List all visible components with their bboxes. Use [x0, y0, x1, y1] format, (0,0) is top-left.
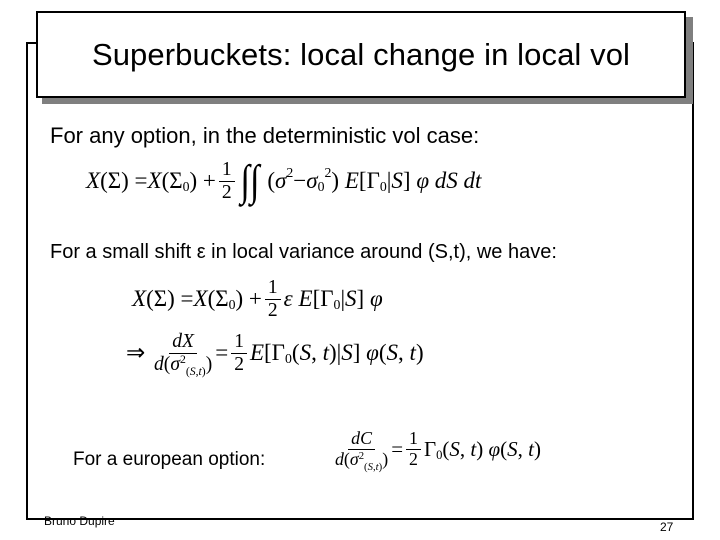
author-footer: Bruno Dupire	[44, 514, 115, 528]
text-deterministic-case: For any option, in the deterministic vol case:	[50, 123, 480, 148]
slide-title: Superbuckets: local change in local vol	[91, 36, 631, 72]
text-small-shift: For a small shift ε in local variance around (S,t), we have:	[50, 241, 557, 263]
equation-1: X (Σ) = X (Σ 0 ) + $\frac{1}{2}$ ∫∫ ( σ 2 − σ 0 2 ) E [Γ 0 | S ] φ dS dt	[86, 156, 482, 205]
equation-3: ⇒ $\frac{dX}{d(\sigma^2_{(S,t)})}$ = $\frac{1}{2}$ E [Γ 0 ( S , t )| S ] φ ( S , t )	[126, 331, 424, 378]
title-box	[36, 11, 686, 98]
page-number: 27	[660, 520, 674, 534]
equation-4: $\frac{dC}{d(\sigma^2_{(S,t)})}$ = $\frac{1}{2}$ Γ 0 ( S , t ) φ ( S , t )	[335, 428, 541, 473]
text-european-option: For a european option:	[73, 449, 266, 470]
equation-2: X (Σ) = X (Σ 0 ) + $\frac{1}{2}$ ε E [Γ 0 | S ] φ	[132, 277, 383, 321]
